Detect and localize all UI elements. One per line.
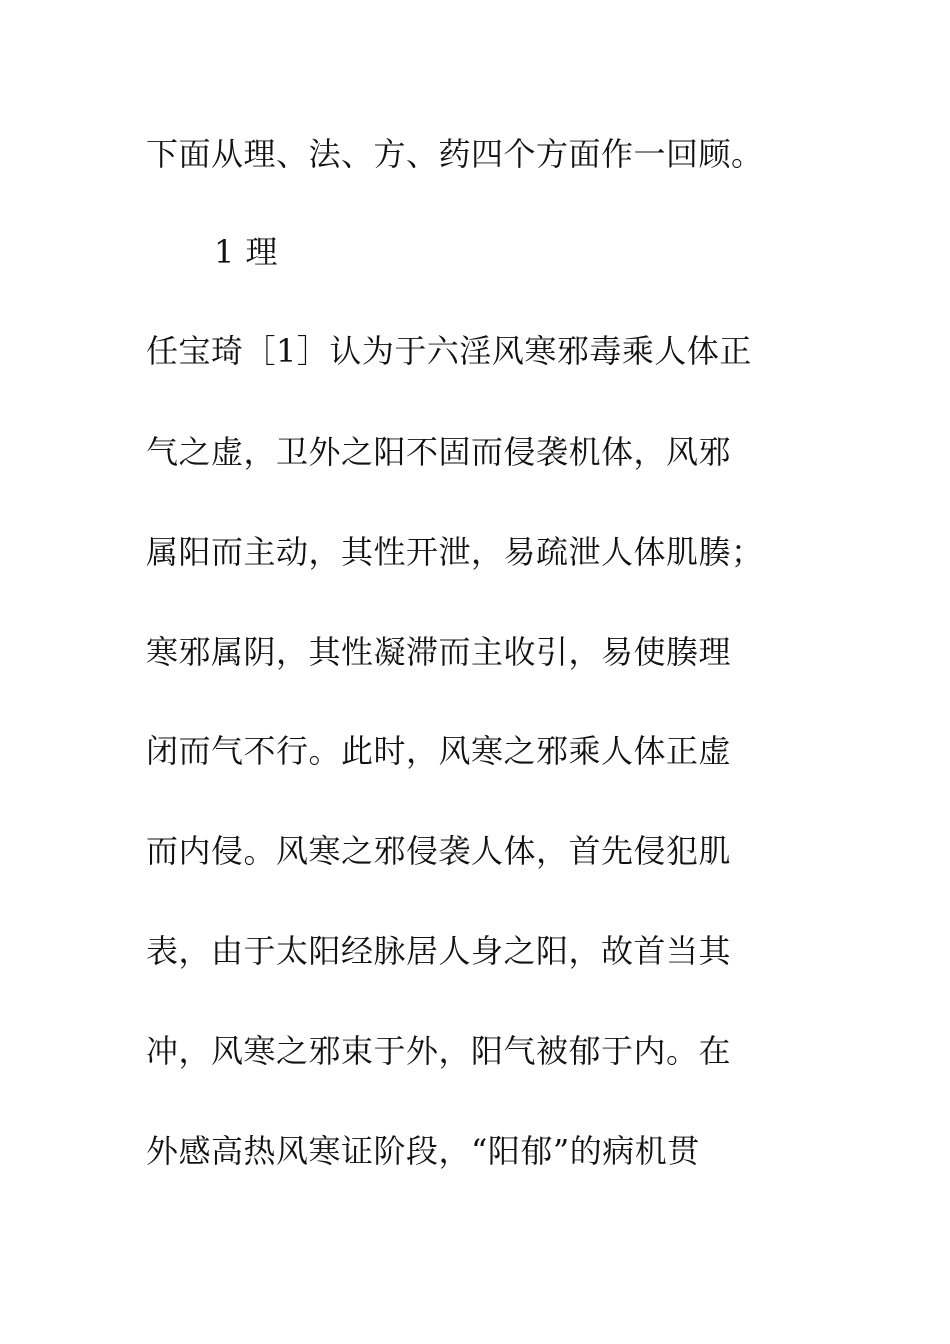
text-line-8: 而内侵。风寒之邪侵袭人体，首先侵犯肌: [146, 832, 732, 870]
text-line-5: 属阳而主动，其性开泄，易疏泄人体肌腠；: [146, 533, 764, 571]
text-line-4: 气之虚，卫外之阳不固而侵袭机体，风邪: [146, 433, 732, 471]
text-line-10: 冲，风寒之邪束于外，阳气被郁于内。在: [146, 1032, 732, 1070]
text-line-11: 外感高热风寒证阶段，“阳郁”的病机贯: [146, 1132, 700, 1170]
text-line-6: 寒邪属阴，其性凝滞而主收引，易使腠理: [146, 633, 732, 671]
text-line-7: 闭而气不行。此时，风寒之邪乘人体正虚: [146, 732, 732, 770]
text-line-3: 任宝琦［1］认为于六淫风寒邪毒乘人体正: [146, 332, 752, 370]
text-line-1: 下面从理、法、方、药四个方面作一回顾。: [146, 135, 764, 173]
text-line-9: 表，由于太阳经脉居人身之阳，故首当其: [146, 932, 732, 970]
section-heading: 1 理: [214, 233, 279, 271]
